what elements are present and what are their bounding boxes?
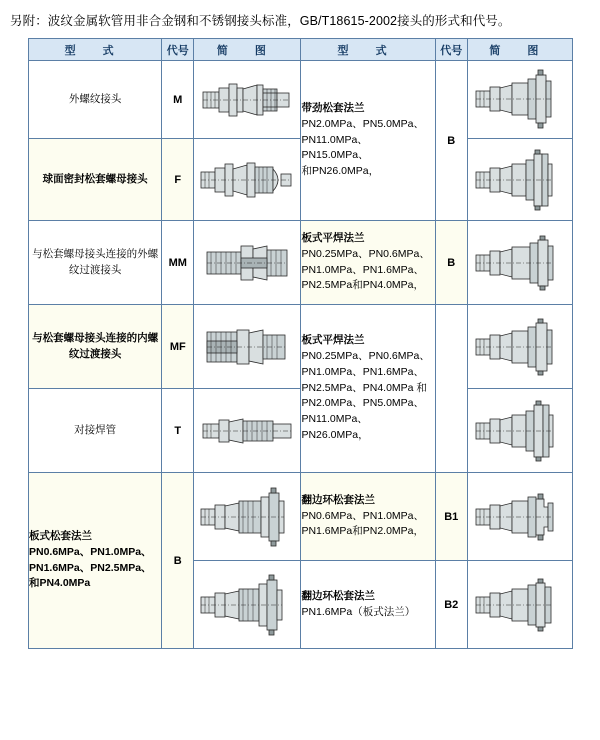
type-title: 板式松套法兰 [29,530,92,542]
header-type-right: 型 式 [301,39,435,61]
type-title: 板式平焊法兰 [301,334,365,347]
type-title: 翻边环松套法兰 [301,589,375,602]
type-line-4: PN2.0MPa、PN5.0MPa、 [301,397,425,410]
figure-cell-flared-ring-b2 [467,561,572,649]
plate-flat-weld-flange-diagram-3 [468,399,572,463]
type-cell-plate-flat-weld-2 [301,305,435,473]
figure-cell-stiffened-flange-1 [467,61,572,139]
type-line-2: PN1.6MPa和PN2.0MPa， [301,525,425,538]
code-cell-mf: MF [162,305,194,389]
stiffened-lap-joint-flange-diagram-2 [468,148,572,212]
header-figure-left: 简 图 [194,39,301,61]
plate-flat-weld-flange-diagram-1 [468,232,572,294]
type-line-3: 和PN4.0MPa [29,577,91,590]
male-thread-fitting-diagram [194,70,300,130]
figure-cell-plate-flat-weld-1 [467,221,572,305]
figure-cell-plate-lap-flange-2 [194,561,301,649]
internal-thread-transition-fitting-diagram [194,316,300,378]
type-cell-mf: 与松套螺母接头连接的内螺纹过渡接头 [29,305,162,389]
stiffened-lap-joint-flange-diagram-1 [468,69,572,131]
type-cell-m: 外螺纹接头 [29,61,162,139]
type-cell-flared-ring-b1 [301,473,435,561]
type-cell-t: 对接焊管 [29,389,162,473]
type-line-3: PN2.5MPa和PN4.0MPa， [301,279,425,292]
type-line-1: PN0.25MPa、PN0.6MPa、 [301,247,430,260]
figure-cell-t [194,389,301,473]
plate-flat-weld-flange-diagram-2 [468,316,572,378]
table-row [29,61,573,139]
figure-cell-mf [194,305,301,389]
type-line-1: PN1.6MPa（板式法兰） [301,605,416,618]
table-row [29,305,573,389]
code-cell-plate-lap-flange: B [162,473,194,649]
plate-lap-joint-flange-diagram-2 [194,572,300,638]
type-cell-f: 球面密封松套螺母接头 [29,139,162,221]
figure-cell-m [194,61,301,139]
type-title: 带劲松套法兰 [301,102,365,115]
type-line-2: PN1.0MPa、PN1.6MPa、 [301,263,425,276]
code-cell-flared-ring-b1: B1 [435,473,467,561]
table-row [29,221,573,305]
type-title: 翻边环松套法兰 [301,493,375,506]
header-code-left: 代号 [162,39,194,61]
type-line-3: 和PN26.0MPa， [301,165,380,178]
code-cell-m: M [162,61,194,139]
flared-ring-lap-joint-flange-plate-diagram [468,573,572,637]
type-cell-plate-lap-flange [29,473,162,649]
type-cell-mm: 与松套螺母接头连接的外螺纹过渡接头 [29,221,162,305]
header-code-right: 代号 [435,39,467,61]
table-header [29,39,573,61]
type-line-5: PN11.0MPa、PN26.0MPa， [301,413,369,441]
header-figure-right: 简 图 [467,39,572,61]
code-cell-f: F [162,139,194,221]
plate-lap-joint-flange-diagram [194,484,300,550]
figure-cell-plate-flat-weld-2 [467,305,572,389]
figure-cell-flared-ring-b1 [467,473,572,561]
type-line-2: PN1.6MPa、PN2.5MPa、 [29,561,152,574]
type-cell-stiffened-flange [301,61,435,221]
fitting-standard-table [28,38,573,649]
type-cell-plate-flat-weld-1 [301,221,435,305]
spherical-seal-union-nut-fitting-diagram [194,149,300,211]
code-cell-plate-flat-weld-2 [435,305,467,473]
flared-ring-lap-joint-flange-diagram [468,485,572,549]
table-row [29,473,573,561]
code-cell-t: T [162,389,194,473]
type-line-1: PN0.6MPa、PN1.0MPa、 [29,545,152,558]
code-cell-stiffened-flange: B [435,61,467,221]
type-line-1: PN0.6MPa、PN1.0MPa、 [301,509,425,522]
type-line-3: PN2.5MPa、PN4.0MPa 和 [301,381,427,394]
figure-cell-stiffened-flange-2 [467,139,572,221]
figure-cell-plate-lap-flange-1 [194,473,301,561]
figure-cell-plate-flat-weld-3 [467,389,572,473]
type-line-1: PN0.25MPa、PN0.6MPa、 [301,350,430,363]
page-title: 另附：波纹金属软管用非合金钢和不锈钢接头标准，GB/T18615-2002接头的形式和代号。 [10,14,511,28]
code-cell-mm: MM [162,221,194,305]
type-line-1: PN2.0MPa、PN5.0MPa、 [301,117,425,130]
code-cell-plate-flat-weld-1: B [435,221,467,305]
figure-cell-f [194,139,301,221]
butt-weld-pipe-diagram [194,402,300,460]
type-line-2: PN1.0MPa、PN1.6MPa、 [301,365,425,378]
type-cell-flared-ring-b2 [301,561,435,649]
type-line-2: PN11.0MPa、PN15.0MPa、 [301,133,369,162]
external-thread-transition-fitting-diagram [194,232,300,294]
header-type-left: 型 式 [29,39,162,61]
code-cell-flared-ring-b2: B2 [435,561,467,649]
figure-cell-mm [194,221,301,305]
type-title: 板式平焊法兰 [301,232,365,244]
